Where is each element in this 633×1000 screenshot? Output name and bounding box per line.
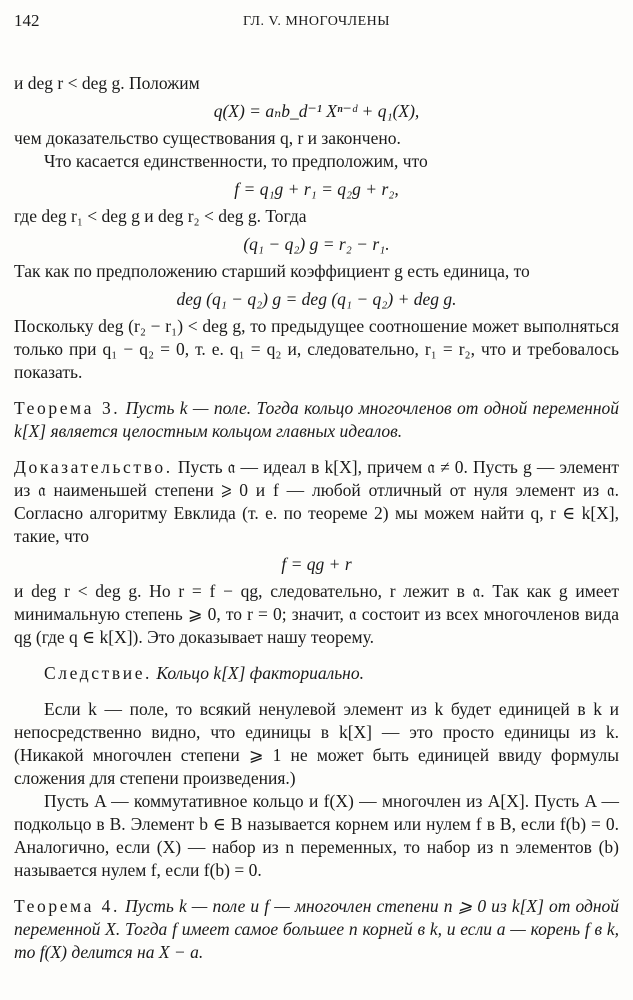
paragraph: чем доказательство существования q, r и закончено. — [14, 128, 401, 148]
proof-text: Пусть 𝔞 — идеал в k[X], причем 𝔞 ≠ 0. Пусть g — элемент из 𝔞 наименьшей степени ⩾ 0 и f — любой отличный от нуля элемент из 𝔞. Согласно алгоритму Евклида (т. е. по теореме 2) мы можем найти q, r ∈ k[X], такие, что — [14, 457, 620, 546]
paragraph: где deg r₁ < deg g и deg r₂ < deg g. Тогда — [14, 206, 307, 226]
theorem-3 — [14, 397, 619, 443]
paragraph: Если k — поле, то всякий ненулевой элемент из k будет единицей в k и непосредственно видно, что единицы в k[X] — это просто единицы из k. (Никакой многочлен степени ⩾ 1 не может быть единицей ввиду формулы сложения для степени произведения.) — [14, 699, 619, 788]
theorem-label: Теорема 4. — [14, 896, 120, 916]
paragraph: и deg r < deg g. Но r = f − qg, следовательно, r лежит в 𝔞. Так как g имеет минимальную степень ⩾ 0, то r = 0; значит, 𝔞 состоит из всех многочленов вида qg (где q ∈ k[X]). Это доказывает нашу теорему. — [14, 581, 619, 647]
theorem-4 — [14, 895, 619, 964]
proof-label: Доказательство. — [14, 457, 173, 477]
corollary-label: Следствие. — [44, 663, 153, 683]
page-header — [14, 9, 619, 33]
running-title: ГЛ. V. МНОГОЧЛЕНЫ — [243, 14, 390, 29]
paragraph: Пусть A — коммутативное кольцо и f(X) — многочлен из A[X]. Пусть A — подкольцо в B. Элемент b ∈ B называется корнем или нулем f в B, если f(b) = 0. Аналогично, если (X) — набор из n переменных, то набор из n элементов (b) называется нулем f, если f(b) = 0. — [14, 791, 619, 880]
proof — [14, 456, 619, 548]
equation: (q₁ − q₂) g = r₂ − r₁. — [243, 234, 390, 254]
paragraph: Поскольку deg (r₂ − r₁) < deg g, то предыдущее соотношение может выполняться только при q₁ − q₂ = 0, т. е. q₁ = q₂ и, следовательно, r₁ = r₂, что и требовалось показать. — [14, 316, 619, 382]
paragraph: Так как по предположению старший коэффициент g есть единица, то — [14, 261, 530, 281]
text-line: и deg r < deg g. Положим — [14, 73, 200, 93]
theorem-statement: Пусть k — поле и f — многочлен степени n ⩾ 0 из k[X] от одной переменной X. Тогда f имеет самое большее n корней в k, и если a — корень f в k, то f(X) делится на X − a. — [14, 896, 620, 962]
equation: f = q₁g + r₁ = q₂g + r₂, — [234, 179, 399, 199]
corollary-statement: Кольцо k[X] факториально. — [156, 663, 364, 683]
theorem-label: Теорема 3. — [14, 398, 121, 418]
corollary — [14, 662, 619, 685]
page-body — [14, 72, 619, 964]
paragraph: Что касается единственности, то предположим, что — [44, 151, 428, 171]
equation: f = qg + r — [281, 554, 352, 574]
equation: q(X) = aₙb_d⁻¹ Xⁿ⁻ᵈ + q₁(X), — [213, 101, 420, 121]
page-number: 142 — [14, 11, 40, 30]
theorem-statement: Пусть k — поле. Тогда кольцо многочленов от одной переменной k[X] является целостным кольцом главных идеалов. — [14, 398, 620, 441]
equation: deg (q₁ − q₂) g = deg (q₁ − q₂) + deg g. — [176, 289, 457, 309]
